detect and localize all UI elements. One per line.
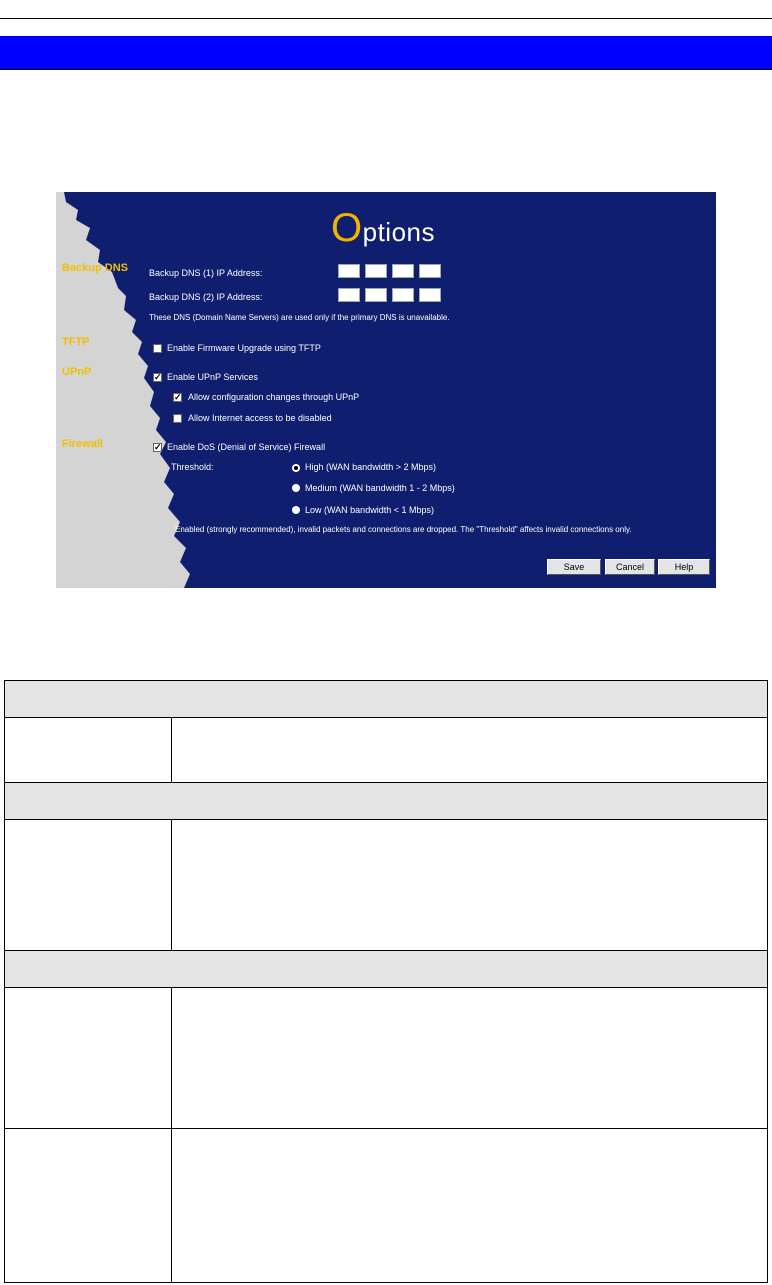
upnp-allow-config-label: Allow configuration changes through UPnP [188, 392, 360, 402]
table-rule [4, 950, 768, 951]
chapter-title-bar [0, 36, 772, 69]
table-rule [4, 782, 768, 783]
help-button[interactable]: Help [658, 559, 710, 575]
table-rule [4, 680, 768, 681]
table-column-divider [171, 987, 172, 1283]
threshold-medium-label: Medium (WAN bandwidth 1 - 2 Mbps) [305, 483, 455, 493]
dns1-octet-3-input[interactable] [392, 264, 414, 278]
section-label-firewall: Firewall [62, 438, 103, 450]
dns2-octet-1-input[interactable] [338, 288, 360, 302]
table-rule [4, 819, 768, 820]
firewall-note: Enabled (strongly recommended), invalid packets and connections are dropped. The "Threshold" affects invalid connections only. [175, 525, 632, 534]
upnp-enable-label: Enable UPnP Services [167, 372, 258, 382]
table-section-header-upnp [4, 951, 767, 987]
options-screenshot [56, 192, 716, 588]
dns1-octet-4-input[interactable] [419, 264, 441, 278]
threshold-low-label: Low (WAN bandwidth < 1 Mbps) [305, 505, 434, 515]
dns2-octet-2-input[interactable] [365, 288, 387, 302]
dns2-label: Backup DNS (2) IP Address: [149, 292, 263, 302]
dns1-label: Backup DNS (1) IP Address: [149, 268, 263, 278]
options-title [331, 208, 435, 248]
title-rest: ptions [362, 217, 436, 247]
upnp-enable-checkbox[interactable]: ✓ [154, 372, 162, 382]
dns2-octet-4-input[interactable] [419, 288, 441, 302]
upnp-allow-disable-checkbox[interactable] [173, 414, 182, 423]
threshold-high-radio[interactable] [292, 464, 300, 472]
save-button[interactable]: Save [547, 559, 601, 575]
table-column-divider [171, 819, 172, 951]
table-rule [4, 1282, 768, 1283]
firewall-enable-checkbox[interactable]: ✓ [154, 442, 162, 452]
threshold-high-label: High (WAN bandwidth > 2 Mbps) [305, 462, 436, 472]
dns1-octet-2-input[interactable] [365, 264, 387, 278]
table-rule [4, 987, 768, 988]
firewall-enable-label: Enable DoS (Denial of Service) Firewall [167, 442, 326, 452]
section-label-tftp: TFTP [62, 336, 90, 348]
title-initial: O [331, 206, 363, 250]
dns-note: These DNS (Domain Name Servers) are used only if the primary DNS is unavailable. [149, 313, 450, 322]
table-rule [4, 1128, 768, 1129]
table-section-header-backup-dns [4, 681, 767, 717]
header-rule [0, 18, 772, 19]
tftp-enable-label: Enable Firmware Upgrade using TFTP [167, 343, 321, 353]
table-section-header-tftp [4, 783, 767, 819]
threshold-medium-radio[interactable] [292, 484, 300, 492]
dns1-octet-1-input[interactable] [338, 264, 360, 278]
threshold-label: Threshold: [171, 462, 214, 472]
upnp-allow-config-checkbox[interactable]: ✓ [174, 392, 182, 402]
section-label-backup-dns: Backup DNS [62, 262, 129, 274]
threshold-low-radio[interactable] [292, 506, 300, 514]
tftp-enable-checkbox[interactable] [153, 344, 162, 353]
table-column-divider [171, 717, 172, 783]
table-border-left [4, 680, 5, 1283]
title-bar-underline [0, 69, 772, 70]
section-label-upnp: UPnP [62, 366, 92, 378]
upnp-allow-disable-label: Allow Internet access to be disabled [188, 413, 332, 423]
table-border-right [767, 680, 768, 1283]
cancel-button[interactable]: Cancel [605, 559, 655, 575]
dns2-octet-3-input[interactable] [392, 288, 414, 302]
table-rule [4, 717, 768, 718]
